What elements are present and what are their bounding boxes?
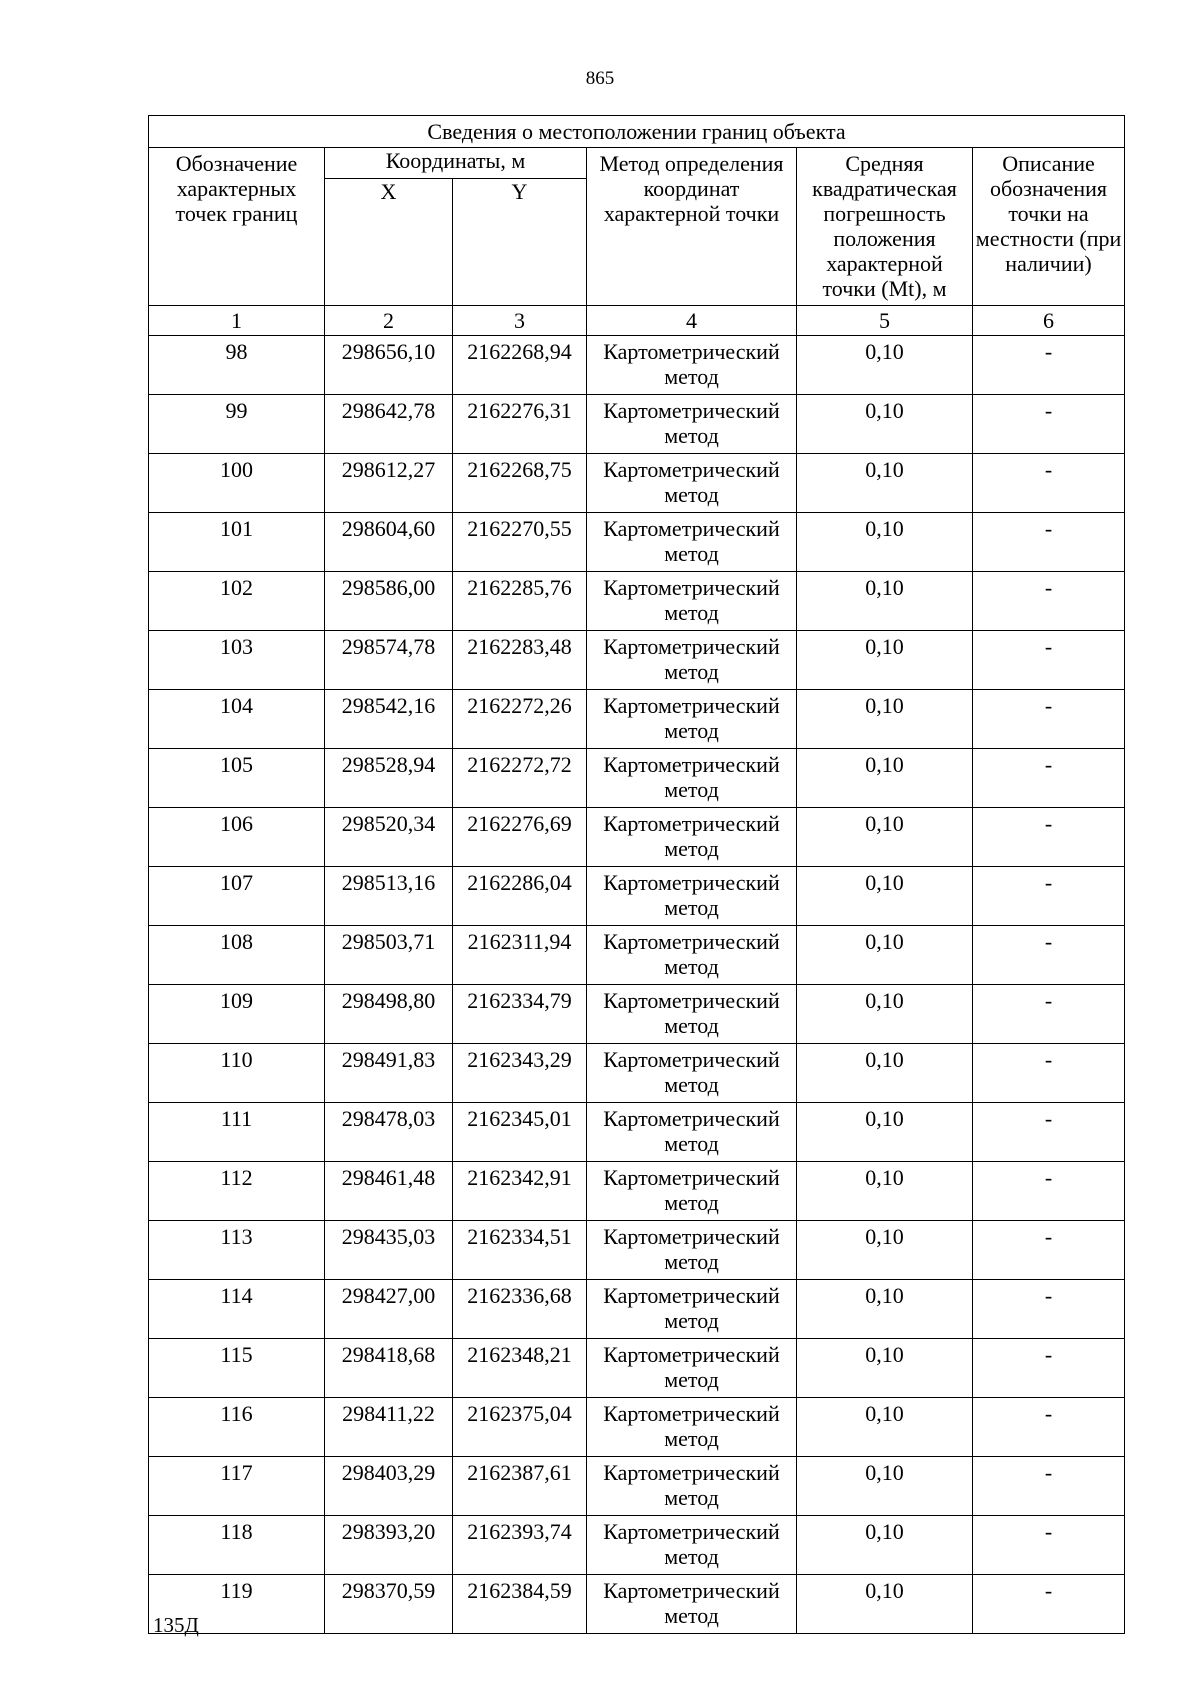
table-row: [149, 985, 1125, 1044]
cell-x: 298418,68: [325, 1339, 453, 1398]
cell-error: 0,10: [797, 1457, 973, 1516]
cell-point: 99: [149, 395, 325, 454]
cell-description: -: [973, 926, 1125, 985]
cell-point: 111: [149, 1103, 325, 1162]
cell-y: 2162393,74: [453, 1516, 587, 1575]
header-method: Метод определения координат характерной точки: [587, 148, 797, 306]
cell-description: -: [973, 1575, 1125, 1634]
cell-x: 298528,94: [325, 749, 453, 808]
cell-description: -: [973, 749, 1125, 808]
table-row: [149, 749, 1125, 808]
cell-description: -: [973, 336, 1125, 395]
cell-method: Картометрический метод: [587, 336, 797, 395]
cell-x: 298513,16: [325, 867, 453, 926]
cell-y: 2162286,04: [453, 867, 587, 926]
cell-error: 0,10: [797, 1103, 973, 1162]
cell-x: 298642,78: [325, 395, 453, 454]
cell-method: Картометрический метод: [587, 926, 797, 985]
table-header-row: [149, 148, 1125, 179]
cell-description: -: [973, 1398, 1125, 1457]
cell-point: 113: [149, 1221, 325, 1280]
cell-y: 2162343,29: [453, 1044, 587, 1103]
cell-error: 0,10: [797, 690, 973, 749]
cell-point: 103: [149, 631, 325, 690]
header-point: Обозначение характерных точек границ: [149, 148, 325, 306]
cell-method: Картометрический метод: [587, 1516, 797, 1575]
cell-x: 298574,78: [325, 631, 453, 690]
cell-error: 0,10: [797, 1398, 973, 1457]
cell-description: -: [973, 690, 1125, 749]
cell-point: 116: [149, 1398, 325, 1457]
cell-method: Картометрический метод: [587, 1162, 797, 1221]
cell-error: 0,10: [797, 749, 973, 808]
cell-point: 118: [149, 1516, 325, 1575]
cell-point: 101: [149, 513, 325, 572]
cell-method: Картометрический метод: [587, 867, 797, 926]
cell-x: 298503,71: [325, 926, 453, 985]
header-x: X: [325, 179, 453, 306]
table-row: [149, 1221, 1125, 1280]
cell-x: 298393,20: [325, 1516, 453, 1575]
cell-method: Картометрический метод: [587, 1398, 797, 1457]
boundary-table: [148, 115, 1125, 1634]
cell-y: 2162283,48: [453, 631, 587, 690]
cell-x: 298520,34: [325, 808, 453, 867]
cell-method: Картометрический метод: [587, 572, 797, 631]
cell-point: 119: [149, 1575, 325, 1634]
cell-description: -: [973, 1339, 1125, 1398]
table-title-row: [149, 116, 1125, 148]
cell-point: 114: [149, 1280, 325, 1339]
column-number: 5: [797, 306, 973, 336]
cell-error: 0,10: [797, 867, 973, 926]
cell-x: 298586,00: [325, 572, 453, 631]
table-row: [149, 1103, 1125, 1162]
table-row: [149, 513, 1125, 572]
table-row: [149, 1457, 1125, 1516]
cell-error: 0,10: [797, 395, 973, 454]
table-row: [149, 1162, 1125, 1221]
cell-method: Картометрический метод: [587, 690, 797, 749]
cell-error: 0,10: [797, 1516, 973, 1575]
table-row: [149, 572, 1125, 631]
column-number-row: [149, 306, 1125, 336]
table-row: [149, 1280, 1125, 1339]
column-number: 6: [973, 306, 1125, 336]
cell-x: 298498,80: [325, 985, 453, 1044]
cell-description: -: [973, 513, 1125, 572]
cell-y: 2162311,94: [453, 926, 587, 985]
cell-y: 2162285,76: [453, 572, 587, 631]
table-row: [149, 1339, 1125, 1398]
page-number: 865: [585, 68, 615, 89]
header-y: Y: [453, 179, 587, 306]
cell-error: 0,10: [797, 1280, 973, 1339]
header-description: Описание обозначения точки на местности (при наличии): [973, 148, 1125, 306]
cell-x: 298411,22: [325, 1398, 453, 1457]
cell-x: 298604,60: [325, 513, 453, 572]
table-row: [149, 395, 1125, 454]
cell-method: Картометрический метод: [587, 1103, 797, 1162]
cell-method: Картометрический метод: [587, 513, 797, 572]
cell-point: 108: [149, 926, 325, 985]
cell-method: Картометрический метод: [587, 808, 797, 867]
column-number: 3: [453, 306, 587, 336]
column-number: 2: [325, 306, 453, 336]
table-row: [149, 1575, 1125, 1634]
cell-x: 298542,16: [325, 690, 453, 749]
cell-y: 2162387,61: [453, 1457, 587, 1516]
cell-method: Картометрический метод: [587, 454, 797, 513]
cell-error: 0,10: [797, 1339, 973, 1398]
table-row: [149, 926, 1125, 985]
table-row: [149, 336, 1125, 395]
cell-x: 298656,10: [325, 336, 453, 395]
cell-point: 100: [149, 454, 325, 513]
cell-y: 2162268,75: [453, 454, 587, 513]
cell-y: 2162276,69: [453, 808, 587, 867]
cell-point: 104: [149, 690, 325, 749]
cell-description: -: [973, 1103, 1125, 1162]
cell-point: 105: [149, 749, 325, 808]
cell-y: 2162276,31: [453, 395, 587, 454]
cell-y: 2162375,04: [453, 1398, 587, 1457]
cell-error: 0,10: [797, 631, 973, 690]
cell-y: 2162342,91: [453, 1162, 587, 1221]
cell-y: 2162345,01: [453, 1103, 587, 1162]
cell-method: Картометрический метод: [587, 1575, 797, 1634]
cell-x: 298403,29: [325, 1457, 453, 1516]
cell-point: 109: [149, 985, 325, 1044]
cell-x: 298612,27: [325, 454, 453, 513]
cell-description: -: [973, 572, 1125, 631]
cell-y: 2162336,68: [453, 1280, 587, 1339]
cell-error: 0,10: [797, 926, 973, 985]
cell-x: 298478,03: [325, 1103, 453, 1162]
cell-error: 0,10: [797, 1162, 973, 1221]
cell-y: 2162384,59: [453, 1575, 587, 1634]
cell-point: 102: [149, 572, 325, 631]
column-number: 4: [587, 306, 797, 336]
cell-description: -: [973, 1457, 1125, 1516]
cell-method: Картометрический метод: [587, 1280, 797, 1339]
cell-y: 2162268,94: [453, 336, 587, 395]
cell-method: Картометрический метод: [587, 1339, 797, 1398]
footer-code: 135Д: [153, 1613, 199, 1637]
cell-point: 115: [149, 1339, 325, 1398]
cell-method: Картометрический метод: [587, 631, 797, 690]
cell-error: 0,10: [797, 454, 973, 513]
cell-y: 2162270,55: [453, 513, 587, 572]
table-row: [149, 1044, 1125, 1103]
cell-description: -: [973, 985, 1125, 1044]
cell-point: 112: [149, 1162, 325, 1221]
header-coords: Координаты, м: [325, 148, 587, 179]
cell-x: 298427,00: [325, 1280, 453, 1339]
cell-description: -: [973, 1221, 1125, 1280]
cell-x: 298435,03: [325, 1221, 453, 1280]
cell-point: 107: [149, 867, 325, 926]
column-number: 1: [149, 306, 325, 336]
cell-error: 0,10: [797, 572, 973, 631]
cell-error: 0,10: [797, 985, 973, 1044]
cell-method: Картометрический метод: [587, 1221, 797, 1280]
cell-description: -: [973, 1516, 1125, 1575]
cell-error: 0,10: [797, 808, 973, 867]
cell-error: 0,10: [797, 1575, 973, 1634]
cell-error: 0,10: [797, 336, 973, 395]
table-row: [149, 1398, 1125, 1457]
table-title: Сведения о местоположении границ объекта: [149, 116, 1125, 148]
cell-point: 106: [149, 808, 325, 867]
cell-y: 2162348,21: [453, 1339, 587, 1398]
cell-point: 110: [149, 1044, 325, 1103]
cell-description: -: [973, 395, 1125, 454]
cell-method: Картометрический метод: [587, 1457, 797, 1516]
cell-x: 298461,48: [325, 1162, 453, 1221]
table-row: [149, 454, 1125, 513]
table-row: [149, 808, 1125, 867]
cell-description: -: [973, 1280, 1125, 1339]
table-row: [149, 631, 1125, 690]
cell-method: Картометрический метод: [587, 985, 797, 1044]
cell-point: 117: [149, 1457, 325, 1516]
cell-method: Картометрический метод: [587, 749, 797, 808]
cell-method: Картометрический метод: [587, 1044, 797, 1103]
cell-error: 0,10: [797, 1221, 973, 1280]
cell-description: -: [973, 1044, 1125, 1103]
cell-y: 2162334,79: [453, 985, 587, 1044]
header-error: Средняя квадратическая погрешность положения характерной точки (Mt), м: [797, 148, 973, 306]
cell-point: 98: [149, 336, 325, 395]
cell-y: 2162272,72: [453, 749, 587, 808]
cell-x: 298370,59: [325, 1575, 453, 1634]
cell-method: Картометрический метод: [587, 395, 797, 454]
cell-description: -: [973, 631, 1125, 690]
cell-description: -: [973, 808, 1125, 867]
cell-error: 0,10: [797, 513, 973, 572]
cell-y: 2162272,26: [453, 690, 587, 749]
cell-description: -: [973, 1162, 1125, 1221]
cell-y: 2162334,51: [453, 1221, 587, 1280]
cell-description: -: [973, 454, 1125, 513]
cell-description: -: [973, 867, 1125, 926]
table-row: [149, 1516, 1125, 1575]
table-row: [149, 867, 1125, 926]
cell-x: 298491,83: [325, 1044, 453, 1103]
cell-error: 0,10: [797, 1044, 973, 1103]
table-row: [149, 690, 1125, 749]
